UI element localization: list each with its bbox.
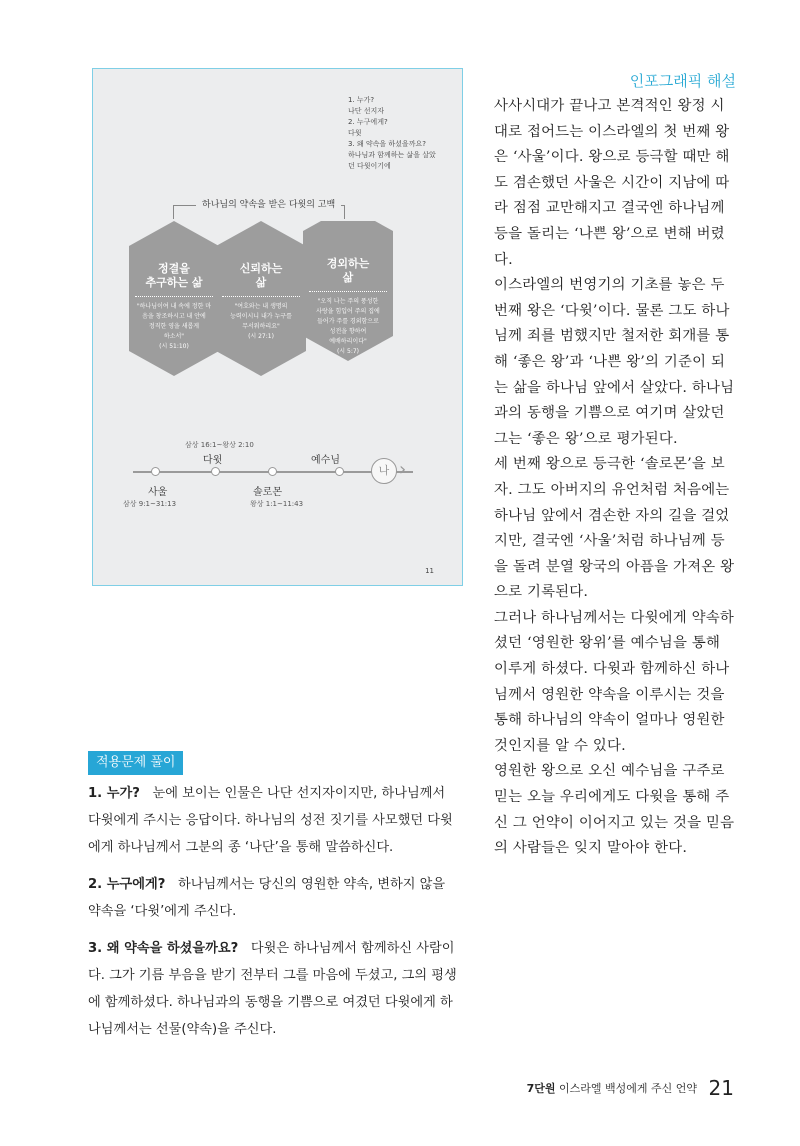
note-line: 1. 누가?: [348, 96, 375, 104]
hex-quote: 하소서": [163, 333, 185, 340]
divider: [222, 296, 300, 297]
timeline-dot-jesus: [335, 467, 344, 476]
label-david: 다윗: [203, 455, 223, 466]
timeline-dot-saul: [151, 467, 160, 476]
hex-quote: 음을 창조하시고 내 안에: [142, 313, 206, 320]
me-circle: 나: [371, 458, 397, 484]
hex-quote: 예배하리이다": [329, 338, 367, 345]
label-solomon: 솔로몬: [253, 487, 282, 498]
note-line: 나단 선지자: [348, 107, 385, 115]
answer-question: 3. 왜 약속을 하셨을까요?: [88, 941, 239, 956]
solomon-ref: 왕상 1:1~11:43: [250, 500, 304, 508]
arrow-right-icon: ›: [399, 459, 407, 480]
page-number: 21: [708, 1076, 734, 1100]
hex-title: 삶: [342, 271, 354, 284]
answer-question: 2. 누구에게?: [88, 877, 166, 892]
note-line: 하나님과 함께하는 삶을 살았: [348, 151, 436, 159]
commentary-column: [494, 94, 738, 862]
divider: [135, 296, 213, 297]
exercise-answers: [88, 780, 460, 1053]
hex-quote: 정직한 영을 새롭게: [148, 323, 200, 330]
hex-quote: 사랑을 힘입어 주의 집에: [316, 308, 380, 315]
hexagon-trust-text: [216, 262, 306, 342]
hex-quote: 능력이시니 내가 누구를: [230, 313, 292, 320]
hex-quote: "하나님이여 내 속에 정한 마: [136, 303, 212, 310]
david-ref: 삼상 16:1~왕상 2:10: [185, 441, 254, 449]
timeline-dot-david: [211, 467, 220, 476]
commentary-paragraph: 세 번째 왕으로 등극한 ‘솔로몬’을 보자. 그도 아버지의 유언처럼 처음에는 하나님 앞에서 겸손한 자의 길을 걸었지만, 결국엔 ‘사울’처럼 하나님께 등을 돌려 분열 왕국의 아픔을 가져온 왕으로 기록된다.: [494, 456, 735, 601]
commentary-paragraph: 사사시대가 끝나고 본격적인 왕정 시대로 접어드는 이스라엘의 첫 번째 왕은 ‘사울’이다. 왕으로 등극할 때만 해도 겸손했던 사울은 시간이 지남에 따라 점점 교만해지고 결국엔 하나님께 등을 돌리는 ‘나쁜 왕’으로 변해 버렸다.: [494, 98, 730, 268]
hex-title: 정결을: [158, 262, 190, 275]
hex-ref: (시 27:1): [248, 333, 274, 340]
commentary-paragraph: 그러나 하나님께서는 다윗에게 약속하셨던 ‘영원한 왕위’를 예수님을 통해 이루게 하셨다. 다윗과 함께하신 하나님께서 영원한 약속을 이루시는 것을 통해 하나님의 약속이 얼마나 영원한 것인지를 알 수 있다.: [494, 609, 734, 754]
commentary-paragraph: 이스라엘의 번영기의 기초를 놓은 두 번째 왕은 ‘다윗’이다. 물론 그도 하나님께 죄를 범했지만 철저한 회개를 통해 ‘좋은 왕’과 ‘나쁜 왕’의 기준이 되는 삶을 하나님 앞에서 살았다. 하나님과의 동행을 기쁨으로 여기며 살았던 그는 ‘좋은 왕’으로 평가된다.: [494, 277, 735, 447]
card-page-number: 11: [425, 567, 434, 575]
hex-quote: "여호와는 내 생명의: [234, 303, 288, 310]
hexagon-fear-text: [303, 257, 393, 357]
hex-quote: 들어가 주를 경외함으로: [317, 318, 379, 325]
answer-question: 1. 누가?: [88, 786, 140, 801]
saul-ref: 삼상 9:1~31:13: [123, 500, 177, 508]
note-line: 다윗: [348, 129, 362, 137]
answer-text: 다윗은 하나님께서 함께하신 사람이다. 그가 기름 부음을 받기 전부터 그를 마음에 두셨고, 그의 평생에 함께하셨다. 하나님과의 동행을 기쁨으로 여겼던 다윗에게 하나님께서는 선물(약속)을 주신다.: [88, 941, 457, 1037]
answer-item: [88, 935, 460, 1043]
hex-quote: 무서워하리요": [242, 323, 280, 330]
unit-label: 7단원: [526, 1082, 556, 1095]
unit-title: 이스라엘 백성에게 주신 언약: [559, 1082, 698, 1095]
infographic-card: [92, 68, 463, 586]
timeline-dot-solomon: [268, 467, 277, 476]
label-jesus: 예수님: [311, 455, 340, 466]
hex-quote: "오직 나는 주의 풍성한: [317, 298, 379, 305]
note-line: 던 다윗이기에: [348, 162, 391, 170]
hex-title: 추구하는 삶: [145, 276, 203, 289]
answer-text: 눈에 보이는 인물은 나단 선지자이지만, 하나님께서 다윗에게 주시는 응답이다. 하나님의 성전 짓기를 사모했던 다윗에게 하나님께서 그분의 종 ‘나단’을 통해 말씀하신다.: [88, 786, 453, 855]
hex-ref: (시 5:7): [336, 348, 360, 355]
commentary-paragraph: 영원한 왕으로 오신 예수님을 구주로 믿는 오늘 우리에게도 다윗을 통해 주신 그 언약이 이어지고 있는 것을 믿음의 사람들은 잊지 말아야 한다.: [494, 763, 735, 857]
hex-title: 신뢰하는: [239, 262, 283, 275]
hex-title: 경외하는: [326, 257, 370, 270]
hex-ref: (시 51:10): [159, 343, 189, 350]
answer-item: [88, 871, 460, 925]
note-line: 3. 왜 약속을 하셨을까요?: [348, 140, 426, 148]
hex-title: 삶: [255, 276, 267, 289]
bracket-title: 하나님의 약속을 받은 다윗의 고백: [196, 197, 341, 210]
answer-item: [88, 780, 460, 861]
hex-quote: 성전을 향하여: [329, 328, 367, 335]
answer-text: 하나님께서는 당신의 영원한 약속, 변하지 않을 약속을 ‘다윗’에게 주신다.: [88, 877, 446, 919]
question-notes: [348, 95, 436, 172]
divider: [309, 291, 387, 292]
section-brand-title: 인포그래픽 해설: [629, 72, 736, 90]
hexagon-purity-text: [129, 262, 219, 352]
exercise-heading: 적용문제 풀이: [88, 751, 183, 775]
label-saul: 사울: [148, 487, 168, 498]
page-footer: [527, 1076, 734, 1100]
note-line: 2. 누구에게?: [348, 118, 388, 126]
